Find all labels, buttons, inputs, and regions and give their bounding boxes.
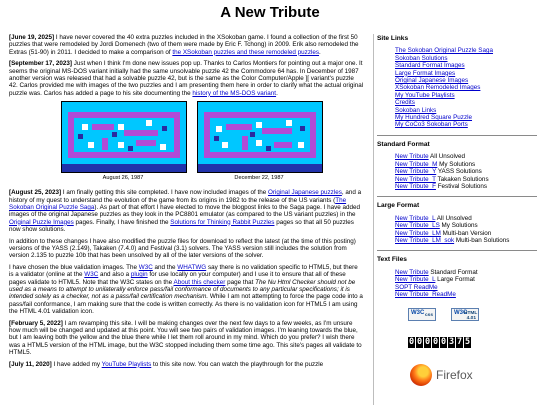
- counter-digit: 0: [440, 337, 447, 348]
- entry-text: .: [319, 48, 321, 56]
- standard-format-link[interactable]: New Tribute_M: [395, 160, 438, 168]
- puzzle-comparison-images: [9, 101, 364, 185]
- text-file-item: [395, 269, 537, 276]
- text-file-link[interactable]: New Tribute_ReadMe: [395, 290, 456, 298]
- entry-text: While I am not attempting to force the page code into a pass/fail conformance, I am making sure that the code is written correctly. As there is no validation icon for HTML5 I am using the HTML 4.01 validation icon.: [9, 293, 363, 315]
- standard-format-heading: Standard Format: [377, 140, 430, 148]
- text-file-link[interactable]: SOPT ReadMe: [395, 283, 438, 291]
- standard-format-link[interactable]: New Tribute: [395, 153, 429, 161]
- firefox-icon: [410, 364, 432, 386]
- site-link[interactable]: Credits: [395, 99, 415, 107]
- site-link-item: [395, 107, 537, 114]
- image-caption: December 22, 1987: [234, 175, 284, 182]
- entry-text: to this site now. You can watch the playthrough for the puzzle: [151, 360, 324, 368]
- news-entry-2025: [9, 34, 364, 56]
- news-entry-2023-aug: [9, 189, 364, 233]
- puzzle-saga-link[interactable]: The Sokoban Original Puzzle Saga: [9, 196, 347, 211]
- standard-format-description: YASS Solutions: [436, 168, 482, 176]
- w3c-css-badge[interactable]: [408, 308, 436, 321]
- entry-date: [September 17, 2023]: [9, 60, 72, 68]
- counter-digit: 0: [424, 337, 431, 348]
- entry-text: pages. Finally, I have finished the: [73, 218, 171, 226]
- thinking-rabbit-solutions-link[interactable]: Solutions for Thinking Rabbit Puzzles: [170, 218, 275, 226]
- site-link-item: [395, 77, 537, 84]
- counter-digit: 5: [464, 337, 471, 348]
- site-link[interactable]: Standard Format Images: [395, 62, 465, 70]
- entry-text: I have never covered the 40 extra puzzles included in the XSokoban game. I found a collection of the first 50 puzzles that were remodeled by Jordi Domenech (two of them were made by Eric F. Tchong) in 2009. Erik also remodeled the Extras (51-90) in 2011. I decided to make a comparison of: [9, 34, 359, 56]
- site-link-item: [395, 55, 537, 62]
- large-format-description: My Solutions: [439, 222, 478, 230]
- entry-text: Just when I think I'm done new issues pop up. Thanks to Carlos Montiers for pointing out a major one. It seems the original MS-DOS variant initially had the same unsolvable puzzle 42 the Commodore 64 has. In December of 1987 another version was released that had a solvable puzzle 42, but is the same as the Color Computer/Apple ][ variant's puzzle 42. Carlos provided me with images of the two puzzles and I am presenting them here in order to clarify what the actual original puzzle was. Carlos has added a page to his site documenting the: [9, 60, 364, 97]
- large-format-link[interactable]: New Tribute_L: [395, 214, 436, 222]
- site-link-item: [395, 92, 537, 99]
- whatwg-link[interactable]: WHATWG: [177, 264, 207, 272]
- youtube-playlists-link[interactable]: YouTube Playlists: [101, 360, 152, 368]
- standard-format-item: [395, 183, 537, 190]
- text-file-item: [395, 276, 537, 283]
- counter-digit: 0: [408, 337, 415, 348]
- news-entry-validation: [9, 264, 364, 315]
- news-entry-2022: [9, 320, 364, 356]
- site-link[interactable]: The Sokoban Original Puzzle Saga: [395, 47, 494, 55]
- site-link-item: [395, 47, 537, 54]
- entry-text: and also a: [98, 271, 131, 279]
- standard-format-description: Festival Solutions: [435, 182, 488, 190]
- entry-text: pages so that all 50 puzzles now show solutions.: [9, 218, 354, 233]
- large-format-item: [395, 237, 537, 244]
- site-links-heading: Site Links: [377, 35, 409, 42]
- image-caption: August 26, 1987: [102, 175, 144, 182]
- large-format-description: Multi-ban Version: [440, 229, 492, 237]
- news-entry-solvers: [9, 238, 364, 260]
- large-format-item: [395, 215, 537, 222]
- standard-format-description: Takaken Solutions: [435, 175, 489, 183]
- large-format-description: Multi-ban Solutions: [454, 236, 510, 244]
- standard-format-item: [395, 176, 537, 183]
- entry-text: In addition to these changes I have also modified the puzzle files for download to reflect the latest (at the time of this posting) versions of the YASS (2.149), Takaken (7.4.0) and Festival (3.1) solvers. The YASS version still includes the solution from version 2.135 to puzzle 10b that has been unsolved by all of the later versions of the solver.: [9, 237, 356, 260]
- large-format-link[interactable]: New Tribute_LS: [395, 222, 440, 230]
- standard-format-link[interactable]: New Tribute_Y: [395, 168, 437, 176]
- large-format-heading: Large Format: [377, 202, 420, 210]
- text-file-description: Standard Format: [428, 268, 478, 276]
- site-link[interactable]: Sokoban Solutions: [395, 54, 448, 62]
- text-file-item: [395, 284, 537, 291]
- entry-text: I have added my: [51, 360, 102, 368]
- firefox-badge[interactable]: [410, 364, 473, 386]
- news-entry-2023-sep: [9, 60, 364, 96]
- standard-format-item: [395, 153, 537, 160]
- large-format-item: [395, 222, 537, 229]
- divider: [377, 135, 537, 136]
- text-file-link[interactable]: New Tribute: [395, 268, 429, 276]
- badge-text: HTML 4.01: [464, 311, 478, 322]
- large-format-list: [395, 215, 537, 245]
- validation-badges: [375, 306, 537, 405]
- hit-counter: [408, 337, 471, 348]
- site-link[interactable]: XSokoban Remodeled Images: [395, 84, 481, 92]
- standard-format-item: [395, 168, 537, 175]
- entry-date: [July 11, 2020]: [9, 360, 52, 368]
- site-links-list: [395, 47, 537, 128]
- divider: [377, 196, 537, 197]
- sidebar: [373, 34, 537, 405]
- plugin-link[interactable]: plugin: [130, 271, 148, 279]
- puzzle-screenshot-1987-dec: [197, 101, 323, 173]
- puzzle-screenshot-1987-aug: [61, 101, 187, 173]
- standard-format-link[interactable]: New Tribute_T: [395, 175, 436, 183]
- entry-text: for use locally on your computer) and I use it to ensure that all of these pages validate to HTML5. Note that the W3C states on the: [9, 271, 346, 286]
- site-link[interactable]: My CoCo3 Sokoban Ports: [395, 121, 468, 129]
- site-link-item: [395, 114, 537, 121]
- text-file-description: Large Format: [435, 276, 475, 284]
- original-japanese-puzzles-link[interactable]: Original Japanese puzzles: [268, 189, 342, 197]
- counter-digit: 3: [448, 337, 455, 348]
- original-puzzle-images-link[interactable]: Original Puzzle Images: [9, 218, 74, 226]
- entry-text: ). As part of that effort I have elected to move the blogpost links to the Saga page. I have added images of the original Japanese puzzles as they look in the PC8801 emulator (as compared to the US variant puzzles) in the: [9, 203, 360, 219]
- page-title: A New Tribute: [220, 4, 320, 21]
- about-checker-link[interactable]: About this checker: [173, 278, 226, 286]
- entry-text: say there is no validation specific to HTML5, but there is a validator (online at the: [9, 264, 358, 279]
- divider: [377, 250, 537, 251]
- text-files-list: [395, 269, 537, 299]
- text-file-item: [395, 291, 537, 298]
- w3c-logo-text: W3C: [454, 310, 468, 317]
- site-link[interactable]: My Hundred Square Puzzle: [395, 114, 473, 122]
- entry-date: [August 25, 2023]: [9, 189, 62, 197]
- site-link[interactable]: My YouTube Playlists: [395, 91, 455, 99]
- site-link[interactable]: Original Japanese Images: [395, 77, 469, 85]
- text-files-heading: Text Files: [377, 256, 407, 264]
- large-format-link[interactable]: New Tribute_LM: [395, 229, 441, 237]
- standard-format-description: My Solutions: [437, 160, 476, 168]
- w3c-link[interactable]: W3C: [138, 264, 153, 272]
- site-link-item: [395, 70, 537, 77]
- entry-date: [June 19, 2025]: [9, 34, 55, 41]
- w3c-html-badge[interactable]: [451, 308, 479, 321]
- standard-format-list: [395, 153, 537, 190]
- entry-text: I am revamping this site. I will be making changes over the next few days to a few weeks, as I'm unsure how much will be changed and updated at this point. You will see two pairs of validation images. I'm leaning towards the blue, but I am leaving both the yellow and the blue there while I let them roll around in my mind. Which do you prefer? I wish there was a HTML5 version of the HTML image, but the W3C stopped including them some time ago. This site's pages all validate to HTML5.: [9, 319, 362, 356]
- counter-digit: 0: [432, 337, 439, 348]
- entry-text: .: [276, 89, 278, 97]
- main-content: [9, 34, 364, 405]
- counter-digit: 7: [456, 337, 463, 348]
- entry-text: I have chosen the blue validation images. The: [9, 264, 139, 272]
- standard-format-item: [395, 161, 537, 168]
- site-link[interactable]: Sokoban Links: [395, 106, 437, 114]
- site-link[interactable]: Large Format Images: [395, 69, 456, 77]
- news-entry-2020: [9, 361, 364, 368]
- entry-text: and the: [152, 264, 178, 272]
- checker-quote: The Nu Html Checker should not be used as a means to attempt to unilaterally enforce pass/fail conformance of documents to any particular specifications; it is intended solely as a checker, not as a pass/fail certification mechanism.: [9, 278, 356, 301]
- w3c-validator-link[interactable]: W3C: [84, 271, 99, 279]
- w3c-logo-text: W3C: [411, 310, 425, 317]
- text-file-link[interactable]: New Tribute_L: [395, 276, 436, 284]
- site-link-item: [395, 62, 537, 69]
- standard-format-link[interactable]: New Tribute_F: [395, 182, 436, 190]
- site-link-item: [395, 99, 537, 106]
- site-link-item: [395, 121, 537, 128]
- site-link-item: [395, 84, 537, 91]
- entry-text: page that: [225, 278, 256, 286]
- counter-digit: 0: [416, 337, 423, 348]
- entry-date: [February 5, 2022]: [9, 319, 63, 327]
- entry-text: I am finally getting this site completed. I have now included images of the: [61, 189, 269, 197]
- firefox-label: Firefox: [436, 367, 473, 382]
- standard-format-description: All Unsolved: [428, 153, 466, 161]
- large-format-description: All Unsolved: [435, 214, 472, 222]
- entry-text: , and a history of my quest to understand the evolution of the game from its origins in 1982 to the release of the US variants (: [9, 189, 362, 204]
- xsokoban-remodeled-link[interactable]: the XSokoban puzzles and these remodeled puzzles: [172, 48, 320, 56]
- msdos-history-link[interactable]: history of the MS-DOS variant: [192, 89, 277, 97]
- large-format-item: [395, 230, 537, 237]
- large-format-link[interactable]: New Tribute_LM_sok: [395, 236, 455, 244]
- badge-text: css: [424, 313, 433, 319]
